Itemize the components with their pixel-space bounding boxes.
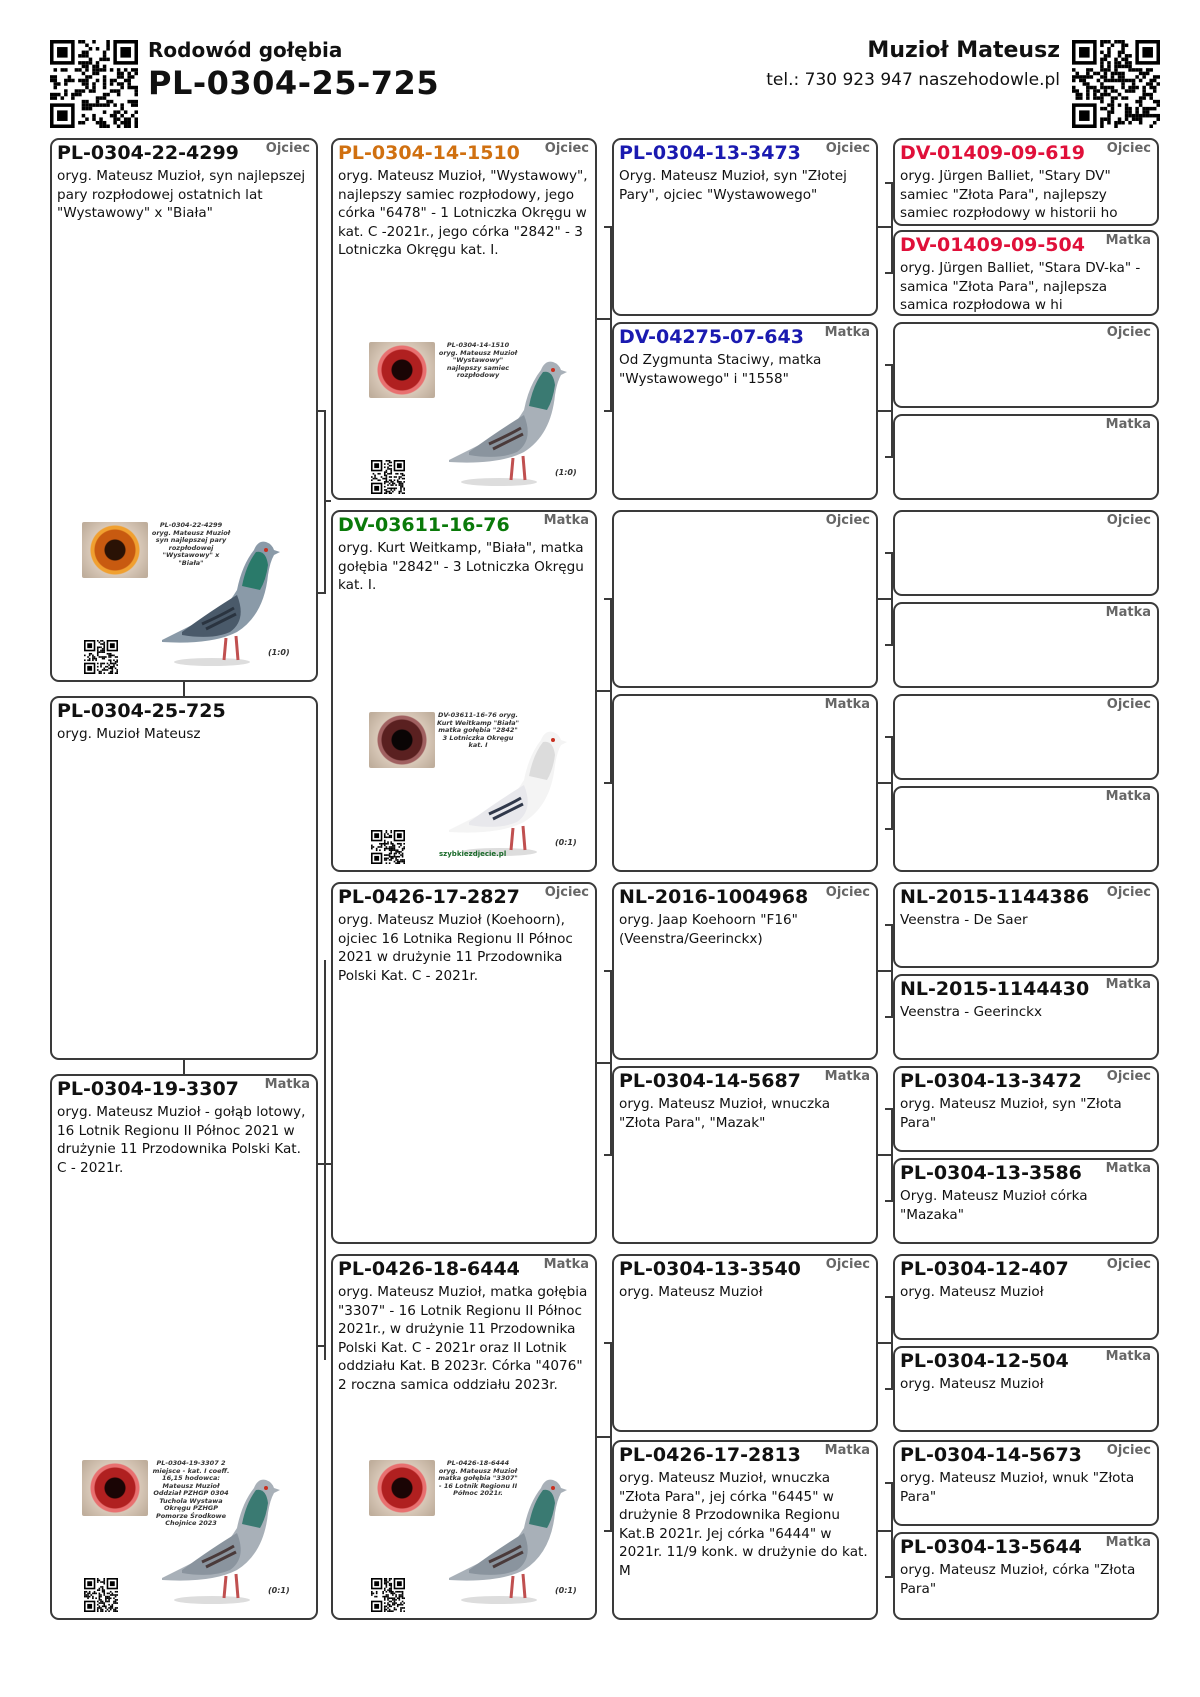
ring-number: PL-0426-17-2813 [619,1444,801,1466]
description: oryg. Kurt Weitkamp, "Biała", matka gołębia "2842" - 3 Lotniczka Okręgu kat. I. [338,540,584,593]
pedigree-card-mf [331,882,597,1244]
pedigree-card-fmmm [893,786,1159,872]
role-label: Matka [824,1443,870,1458]
pedigree-connector-line [597,1436,611,1438]
role-label: Matka [264,1077,310,1092]
role-label: Ojciec [1106,325,1151,340]
photo-caption: PL-0304-14-1510 oryg. Mateusz Muzioł "Wystawowy" najlepszy samiec rozpłodowy [438,341,518,379]
document-title-ring: PL-0304-25-725 [148,64,440,102]
pedigree-card-mmf [612,1254,878,1432]
qr-code-left [50,40,138,128]
role-label: Matka [1105,417,1151,432]
ring-number: PL-0304-13-3473 [619,142,801,164]
role-label: Ojciec [825,885,870,900]
description: Veenstra - De Saer [900,912,1028,928]
role-label: Matka [824,1069,870,1084]
ring-number: PL-0304-25-725 [57,700,226,722]
pedigree-card-fmmf [893,694,1159,780]
description: Veenstra - Geerinckx [900,1004,1043,1020]
role-label: Matka [543,513,589,528]
role-label: Matka [824,697,870,712]
pedigree-card-mmm [612,1440,878,1620]
description: Oryg. Mateusz Muzioł córka "Mazaka" [900,1188,1088,1223]
ring-number: PL-0304-13-3540 [619,1258,801,1280]
pedigree-connector-line [878,598,892,600]
pigeon-score: (1:0) [555,468,577,477]
description: Oryg. Mateusz Muzioł, syn "Złotej Pary", ojciec "Wystawowego" [619,168,847,203]
photo-qr-code [84,1578,118,1612]
pedigree-card-mmff [893,1254,1159,1340]
description: oryg. Mateusz Muzioł - gołąb lotowy, 16 Lotnik Regionu II Północ 2021 w drużynie 11 Przodownika Polski Kat. C - 2021r. [57,1104,306,1176]
pigeon-score: (0:1) [555,838,577,847]
ring-number: PL-0304-14-1510 [338,142,520,164]
role-label: Ojciec [1106,1443,1151,1458]
pigeon-image [142,1458,282,1608]
pedigree-card-mfmf [893,1066,1159,1152]
pigeon-photo [369,710,579,870]
description: oryg. Muzioł Mateusz [57,726,201,742]
ring-number: DV-01409-09-619 [900,142,1085,164]
pigeon-photo [369,340,579,500]
description: oryg. Mateusz Muzioł, "Wystawowy", najlepszy samiec rozpłodowy, jego córka "6478" - 1 Lotniczka Okręgu w kat. C -2021r., jego córka "2842" - 3 Lotniczka Okręgu kat. I. [338,168,588,258]
pedigree-connector-line [324,500,331,502]
pedigree-card-fff [612,138,878,316]
pigeon-eye-image [82,522,148,578]
pedigree-card-fmf [612,510,878,688]
description: oryg. Mateusz Muzioł [900,1284,1044,1300]
role-label: Matka [824,325,870,340]
pedigree-connector-line [324,960,326,1360]
role-label: Ojciec [544,885,589,900]
ring-number: PL-0426-18-6444 [338,1258,520,1280]
ring-number: PL-0304-13-5644 [900,1536,1082,1558]
ring-number: PL-0304-19-3307 [57,1078,239,1100]
description: oryg. Mateusz Muzioł, wnuczka "Złota Para", "Mazak" [619,1096,831,1131]
ring-number: PL-0304-12-504 [900,1350,1069,1372]
pedigree-card-fmff [893,510,1159,596]
pedigree-card-mmfm [893,1346,1159,1432]
pedigree-card-ffmf [893,322,1159,408]
pigeon-score: (1:0) [268,648,290,657]
pedigree-card-father [50,138,318,682]
pedigree-connector-line [878,1154,892,1156]
pedigree-connector-line [597,690,611,692]
pedigree-connector-line [183,682,185,696]
pedigree-card-fm [331,510,597,872]
pigeon-image [429,340,569,490]
role-label: Matka [543,1257,589,1272]
description: oryg. Mateusz Muzioł, córka "Złota Para" [900,1562,1136,1597]
pedigree-card-mff [612,882,878,1060]
role-label: Matka [1105,789,1151,804]
pedigree-connector-line [878,1342,892,1344]
description: oryg. Jürgen Balliet, "Stara DV-ka" - samica "Złota Para", najlepsza samica rozpłodowa w hi [900,260,1141,313]
role-label: Ojciec [825,141,870,156]
ring-number: DV-04275-07-643 [619,326,804,348]
pigeon-score: (0:1) [268,1586,290,1595]
role-label: Ojciec [825,1257,870,1272]
pigeon-eye-image [369,1460,435,1516]
description: oryg. Jürgen Balliet, "Stary DV" samiec "Złota Para", najlepszy samiec rozpłodowy w historii ho [900,168,1118,221]
pigeon-image [142,520,282,670]
description: oryg. Mateusz Muzioł, syn "Złota Para" [900,1096,1122,1131]
photo-qr-code [371,460,405,494]
pedigree-card-mfm [612,1066,878,1244]
pedigree-card-fmm [612,694,878,872]
pedigree-connector-line [878,782,892,784]
pigeon-photo [82,1458,292,1618]
pedigree-connector-line [878,970,892,972]
role-label: Matka [1105,977,1151,992]
pedigree-card-fffm [893,230,1159,316]
pedigree-connector-line [597,1062,611,1064]
role-label: Ojciec [1106,885,1151,900]
ring-number: DV-01409-09-504 [900,234,1085,256]
ring-number: NL-2015-1144430 [900,978,1090,1000]
ring-number: DV-03611-16-76 [338,514,510,536]
pigeon-image [429,710,569,860]
photo-caption: PL-0426-18-6444 oryg. Mateusz Muzioł matka gołębia "3307" - 16 Lotnik Regionu II Północ 2021r. [438,1459,518,1497]
role-label: Ojciec [825,513,870,528]
breeder-name: Muzioł Mateusz [867,38,1060,63]
role-label: Matka [1105,1161,1151,1176]
pedigree-connector-line [318,1163,331,1165]
pigeon-eye-image [82,1460,148,1516]
pigeon-photo [82,520,292,680]
pedigree-connector-line [597,318,611,320]
role-label: Matka [1105,605,1151,620]
photo-qr-code [371,1578,405,1612]
pigeon-eye-image [369,342,435,398]
photo-caption: DV-03611-16-76 oryg. Kurt Weitkamp "Biała" matka gołębia "2842" 3 Lotniczka Okręgu kat. I [437,711,519,749]
role-label: Ojciec [265,141,310,156]
document-subtitle: Rodowód gołębia [148,38,343,62]
role-label: Ojciec [1106,141,1151,156]
ring-number: NL-2015-1144386 [900,886,1090,908]
ring-number: PL-0304-14-5687 [619,1070,801,1092]
ring-number: NL-2016-1004968 [619,886,809,908]
pedigree-card-ffm [612,322,878,500]
role-label: Ojciec [544,141,589,156]
description: oryg. Mateusz Muzioł, syn najlepszej pary rozpłodowej ostatnich lat "Wystawowy" x "Biała" [57,168,306,221]
photo-qr-code [371,830,405,864]
role-label: Ojciec [1106,513,1151,528]
description: Od Zygmunta Staciwy, matka "Wystawowego" i "1558" [619,352,822,387]
role-label: Ojciec [1106,1257,1151,1272]
pedigree-card-mother [50,1074,318,1620]
photo-caption: PL-0304-19-3307 2 miejsce - kat. I coeff. 16,15 hodowca: Mateusz Muzioł Oddział PZHGP 0304 Tuchola Wystawa Okręgu PZHGP Pomorze Środkowe Chojnice 2023 [152,1459,230,1527]
pedigree-connector-line [183,1060,185,1074]
role-label: Ojciec [1106,697,1151,712]
pedigree-connector-line [878,410,892,412]
pigeon-image [429,1458,569,1608]
pedigree-connector-line [324,410,326,594]
breeder-contact: tel.: 730 923 947 naszehodowle.pl [766,70,1060,90]
ring-number: PL-0304-12-407 [900,1258,1069,1280]
pedigree-connector-line [878,1530,892,1532]
pedigree-card-mmmf [893,1440,1159,1526]
description: oryg. Mateusz Muzioł, wnuk "Złota Para" [900,1470,1135,1505]
role-label: Matka [1105,1349,1151,1364]
pedigree-card-ff [331,138,597,500]
ring-number: PL-0304-22-4299 [57,142,239,164]
photo-caption: PL-0304-22-4299 oryg. Mateusz Muzioł syn najlepszej pary rozpłodowej "Wystawowy" x "Biała" [151,521,231,567]
description: oryg. Mateusz Muzioł [900,1376,1044,1392]
ring-number: PL-0426-17-2827 [338,886,520,908]
qr-code-right [1072,40,1160,128]
ring-number: PL-0304-13-3472 [900,1070,1082,1092]
pedigree-connector-line [878,226,892,228]
photographer-logo: szybkiezdjecie.pl [439,850,507,858]
pedigree-card-subject [50,696,318,1060]
pigeon-photo [369,1458,579,1618]
role-label: Matka [1105,233,1151,248]
pedigree-card-mffm [893,974,1159,1060]
pigeon-score: (0:1) [555,1586,577,1595]
pedigree-card-fmfm [893,602,1159,688]
pedigree-card-ffff [893,138,1159,226]
pedigree-card-mfmm [893,1158,1159,1244]
pedigree-card-mfff [893,882,1159,968]
description: oryg. Mateusz Muzioł [619,1284,763,1300]
pedigree-card-mm [331,1254,597,1620]
ring-number: PL-0304-13-3586 [900,1162,1082,1184]
role-label: Matka [1105,1535,1151,1550]
role-label: Ojciec [1106,1069,1151,1084]
pedigree-card-mmmm [893,1532,1159,1620]
description: oryg. Mateusz Muzioł (Koehoorn), ojciec 16 Lotnika Regionu II Północ 2021 w drużynie 11 Przodownika Polski Kat. C - 2021r. [338,912,573,984]
description: oryg. Mateusz Muzioł, wnuczka "Złota Para", jej córka "6445" w drużynie 8 Przodownika Regionu Kat.B 2021r. Jej córka "6444" w 2021r. 11/9 konk. w drużynie do kat. M [619,1470,868,1579]
photo-qr-code [84,640,118,674]
ring-number: PL-0304-14-5673 [900,1444,1082,1466]
description: oryg. Jaap Koehoorn "F16" (Veenstra/Geerinckx) [619,912,798,947]
pigeon-eye-image [369,712,435,768]
description: oryg. Mateusz Muzioł, matka gołębia "3307" - 16 Lotnik Regionu II Północ 2021r., w drużynie 11 Przodownika Polski Kat. C - 2021r oraz II Lotnik oddziału Kat. B 2023r. Córka "4076" 2 roczna samica oddziału 2023r. [338,1284,588,1393]
pedigree-card-ffmm [893,414,1159,500]
